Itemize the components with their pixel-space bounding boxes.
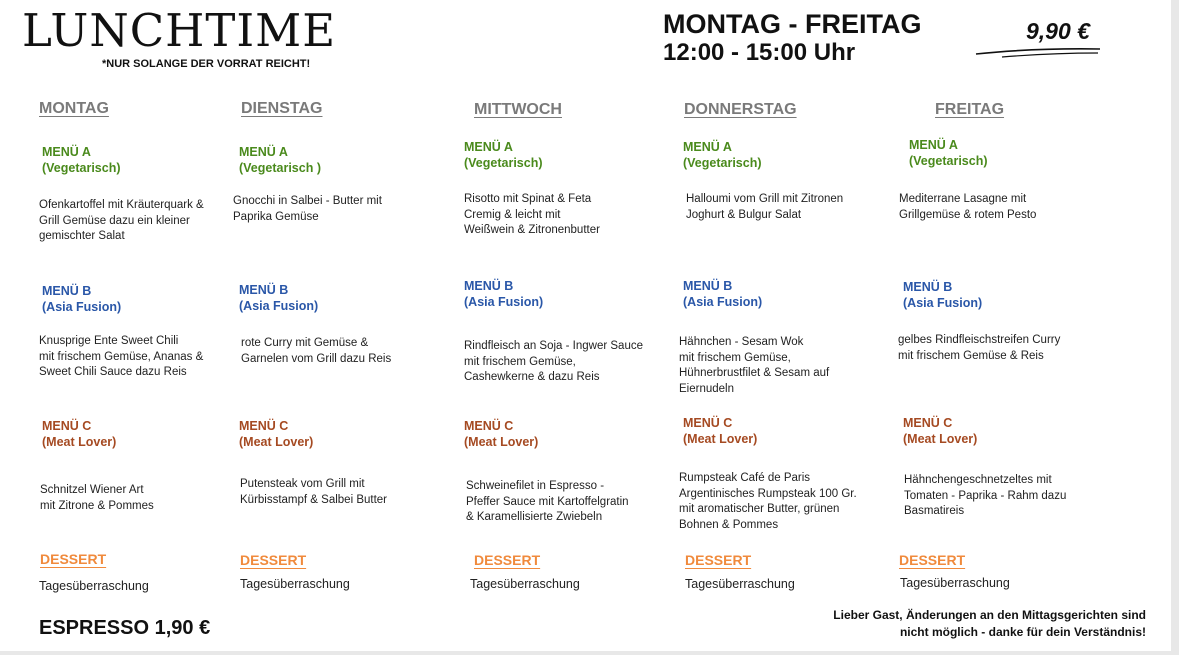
notice: Lieber Gast, Änderungen an den Mittagsgerichten sind nicht möglich - danke für dein Verständnis! xyxy=(833,608,1146,639)
menu-c-dish: Hähnchengeschnetzeltes mit Tomaten - Paprika - Rahm dazu Basmatireis xyxy=(904,474,1067,517)
espresso-price: ESPRESSO 1,90 € xyxy=(39,617,211,639)
menu-a-title: MENÜ A (Vegetarisch) xyxy=(42,145,121,175)
menu-b-dish: gelbes Rindfleischstreifen Curry mit frischem Gemüse & Reis xyxy=(898,334,1061,362)
menu-a-dish: Mediterrane Lasagne mit Grillgemüse & rotem Pesto xyxy=(899,193,1037,221)
menu-a-dish: Ofenkartoffel mit Kräuterquark & Grill Gemüse dazu ein kleiner gemischter Salat xyxy=(39,199,204,242)
menu-c-dish: Rumpsteak Café de Paris Argentinisches Rumpsteak 100 Gr. mit aromatischer Butter, grünen Bohnen & Pommes xyxy=(679,472,857,531)
menu-c-title: MENÜ C (Meat Lover) xyxy=(239,419,314,449)
menu-c-title: MENÜ C (Meat Lover) xyxy=(903,416,978,446)
menu-c-title: MENÜ C (Meat Lover) xyxy=(683,416,758,446)
price-underline xyxy=(972,44,1108,60)
day-heading-donnerstag: DONNERSTAG xyxy=(684,101,797,118)
dessert-heading: DESSERT xyxy=(899,552,966,568)
menu-b-title: MENÜ B (Asia Fusion) xyxy=(239,283,319,313)
dessert-heading: DESSERT xyxy=(685,552,752,568)
days-heading: MONTAG - FREITAG xyxy=(663,9,922,39)
menu-b-dish: Hähnchen - Sesam Wok mit frischem Gemüse, Hühnerbrustfilet & Sesam auf Eiernudeln xyxy=(679,336,830,395)
dessert-heading: DESSERT xyxy=(240,552,307,568)
day-heading-freitag: FREITAG xyxy=(935,101,1005,118)
menu-b-title: MENÜ B (Asia Fusion) xyxy=(42,284,122,314)
day-heading-mittwoch: MITTWOCH xyxy=(474,101,562,118)
menu-c-dish: Schnitzel Wiener Art mit Zitrone & Pommes xyxy=(40,484,154,512)
dessert-text: Tagesüberraschung xyxy=(685,577,795,591)
day-heading-dienstag: DIENSTAG xyxy=(241,100,323,117)
menu-b-dish: rote Curry mit Gemüse & Garnelen vom Grill dazu Reis xyxy=(241,337,392,365)
logo-note: *NUR SOLANGE DER VORRAT REICHT! xyxy=(102,58,311,70)
page-edge-right xyxy=(1171,0,1179,655)
menu-b-dish: Knusprige Ente Sweet Chili mit frischem Gemüse, Ananas & Sweet Chili Sauce dazu Reis xyxy=(39,335,204,378)
menu-a-dish: Gnocchi in Salbei - Butter mit Paprika Gemüse xyxy=(233,195,382,223)
menu-c-title: MENÜ C (Meat Lover) xyxy=(42,419,117,449)
dessert-text: Tagesüberraschung xyxy=(240,577,350,591)
menu-a-dish: Risotto mit Spinat & Feta Cremig & leicht mit Weißwein & Zitronenbutter xyxy=(464,193,600,236)
menu-a-title: MENÜ A (Vegetarisch) xyxy=(909,138,988,168)
dessert-text: Tagesüberraschung xyxy=(900,576,1010,590)
menu-a-title: MENÜ A (Vegetarisch ) xyxy=(239,145,321,175)
hours-heading: 12:00 - 15:00 Uhr xyxy=(663,39,856,66)
dessert-text: Tagesüberraschung xyxy=(39,579,149,593)
menu-a-title: MENÜ A (Vegetarisch) xyxy=(683,140,762,170)
dessert-heading: DESSERT xyxy=(40,551,107,567)
page-edge-bottom xyxy=(0,651,1179,655)
menu-b-title: MENÜ B (Asia Fusion) xyxy=(683,279,763,309)
day-heading-montag: MONTAG xyxy=(39,100,109,117)
menu-c-dish: Schweinefilet in Espresso - Pfeffer Sauce mit Kartoffelgratin & Karamellisierte Zwiebeln xyxy=(466,480,629,523)
lunch-price: 9,90 € xyxy=(1026,18,1090,44)
menu-b-title: MENÜ B (Asia Fusion) xyxy=(903,280,983,310)
menu-c-title: MENÜ C (Meat Lover) xyxy=(464,419,539,449)
menu-a-title: MENÜ A (Vegetarisch) xyxy=(464,140,543,170)
menu-a-dish: Halloumi vom Grill mit Zitronen Joghurt & Bulgur Salat xyxy=(686,193,844,221)
logo: LUNCHTIME xyxy=(22,4,337,57)
menu-c-dish: Putensteak vom Grill mit Kürbisstampf & Salbei Butter xyxy=(240,478,388,506)
menu-b-dish: Rindfleisch an Soja - Ingwer Sauce mit frischem Gemüse, Cashewkerne & dazu Reis xyxy=(464,340,643,383)
dessert-heading: DESSERT xyxy=(474,552,541,568)
dessert-text: Tagesüberraschung xyxy=(470,577,580,591)
menu-b-title: MENÜ B (Asia Fusion) xyxy=(464,279,544,309)
